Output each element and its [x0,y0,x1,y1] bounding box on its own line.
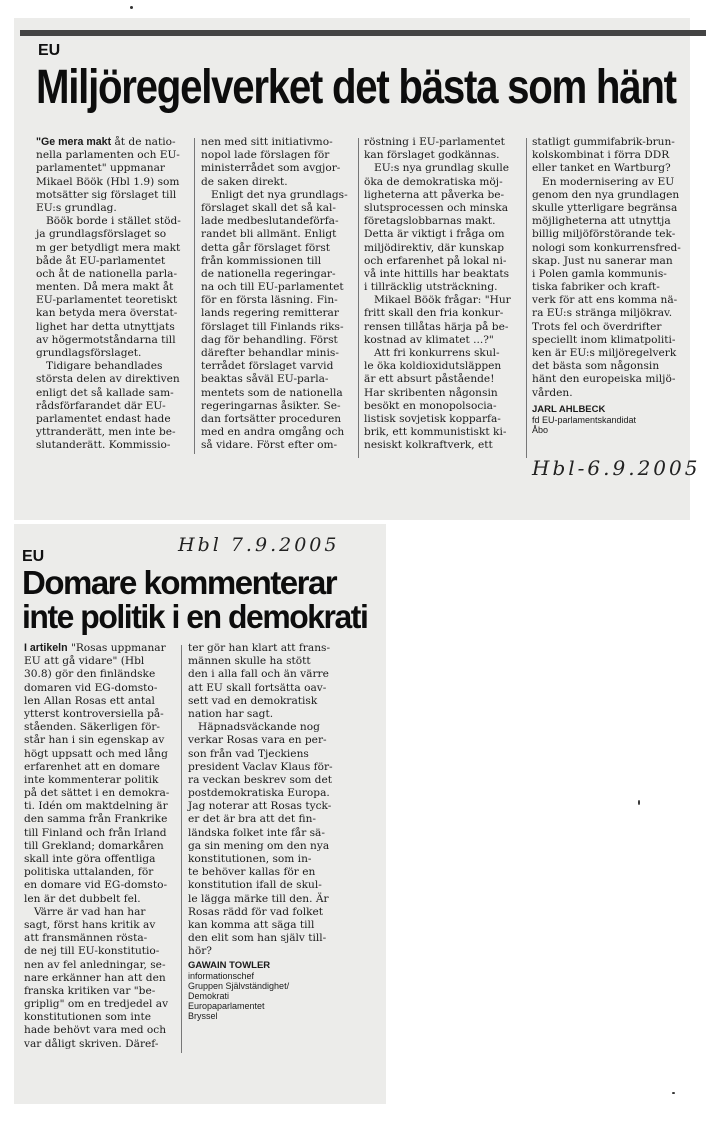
text-line: är ett absurt påstående! [364,373,495,386]
text-line: från kommissionen till [201,254,322,267]
text-line: var dåligt skriven. Däref- [24,1037,159,1050]
text-line: kan förslaget godkännas. [364,149,500,162]
text-line: kostnad av klimatet ...?" [364,333,494,346]
text-line: ligheterna att påverka be- [364,188,505,201]
text-line: en domare vid EG-domsto- [24,879,168,892]
text-line: president Vaclav Klaus för- [188,760,333,773]
text-line: i tillräcklig utsträckning. [364,281,498,294]
text-line: möjligheterna att utnyttja [532,215,671,228]
text-line: röstning i EU-parlamentet [364,136,505,148]
text-line: En modernisering av EU [542,175,675,188]
text-line: regeringarnas åsikter. Se- [201,399,341,412]
text-line: len är det dubbelt fel. [24,892,141,905]
text-line: av högermotståndarna till [36,333,176,346]
article-column-3 [364,136,511,453]
text-line: Detta är viktigt i fråga om [364,228,505,241]
text-line: skall inte göra offentliga [24,853,156,865]
article-column-4 [532,136,681,400]
text-line: er det är bra att det fin- [188,813,316,826]
text-line: nologi som konkurrensfred- [532,241,681,254]
text-line: konstitution ifall de skul- [188,879,322,892]
text-line: rådsförfarandet där EU- [36,399,166,412]
text-line: motsätter sig förslaget till [36,188,177,201]
author-institution: Europaparlamentet [188,1001,265,1011]
text-line: största delen av direktiven [36,373,180,386]
text-line: Värre är vad han har [34,905,146,918]
text-line: ländska folket inte får sä- [188,826,325,839]
text-line: därefter behandlar minis- [201,347,339,359]
text-line: att fransmännen rösta- [24,932,148,945]
text-line: vå inte hittills har beaktats [364,267,510,280]
text-line: företagslobbarnas makt. [364,215,496,228]
section-label: EU [38,42,61,59]
text-line: Enligt det nya grundlags- [211,188,348,201]
text-line: griplig" om en tredjedel av [24,998,169,1011]
text-line: Tidigare behandlades [46,360,163,373]
text-line: EU:s nya grundlag skulle [374,162,509,175]
text-line: den i alla fall och än värre [188,668,329,681]
text-line: på det sättet i en demokra- [24,787,170,800]
text-line: rensen tillåtas härja på be- [364,320,509,333]
text-line: Jag noterar att Rosas tyck- [188,800,332,813]
text-line: dag för behandling. Först [201,333,338,346]
text-line: öka de demokratiska möj- [364,175,503,188]
author-location: Åbo [532,425,549,435]
text-line: sett vad en demokratisk [188,694,318,707]
author-title: informationschef [188,971,255,981]
text-line: nare erkänner han att den [24,971,166,984]
text-line: ra EU:s stränga miljökrav. [532,307,673,320]
author-org-cont: Demokrati [188,991,230,1001]
text-line: kan komma att säga till [188,918,315,931]
text-line: domaren vid EG-domsto- [24,681,158,694]
text-line: högt uppsatt och med lång [24,747,168,760]
text-line: grundlagsförslaget. [36,347,142,359]
text-line: "Ge mera makt åt de natio- [36,136,176,148]
text-line: ministerrådet som avgjor- [201,162,341,175]
text-line: Rosas rädd för vad folket [188,905,324,918]
text-line: besökt en monopolsocia- [364,399,497,412]
scan-speck [130,6,133,9]
text-line: till Grekland; domarkåren [24,839,164,852]
text-line: hade behövt vara med och [24,1024,167,1037]
text-line: och åt de nationella parla- [36,267,178,280]
text-line: Trots fel och överdrifter [532,320,662,333]
text-line: eller tanket en Wartburg? [532,162,671,175]
text-line: sagt, först hans kritik av [24,918,156,931]
text-line: skap. Just nu sanerar man [532,254,673,267]
text-line: randet bli allmänt. Enligt [201,228,337,241]
text-line: beaktas såväl EU-parla- [201,373,329,386]
text-line: lands regering remitterar [201,307,339,320]
text-line: lighet har detta utnyttjats [36,320,175,333]
text-line: lade medbeslutandeförfa- [201,215,339,228]
text-line: och erfarenhet på lokal ni- [364,254,507,267]
author-signature [188,960,289,1021]
text-line: ståenden. Säkerligen för- [24,721,160,734]
article-column-2 [201,136,348,453]
text-line: politiska uttalanden, för [24,866,154,879]
column-divider [181,645,182,1053]
text-line: te behöver kallas för en [188,866,316,879]
text-line: speciellt inom klimatpoliti- [532,333,676,346]
text-line: son från vad Tjeckiens [188,747,309,760]
article-column-1 [24,642,169,1051]
text-line: nesiskt kolkraftverk, ett [364,439,493,452]
text-line: inte kommenterar politik [24,773,159,786]
text-line: verk för att ens komma nä- [532,294,678,307]
text-line: förslaget skall det så kal- [201,201,336,214]
text-line: kan betyda mera överstat- [36,307,178,320]
text-line: detta går förslaget först [201,241,331,254]
author-name: GAWAIN TOWLER [188,960,271,971]
author-location: Bryssel [188,1011,218,1021]
text-line: slutsprocessen och minska [364,201,509,214]
text-line: franska kritiken var "be- [24,984,156,997]
text-line: miljödirektiv, där kunskap [364,241,505,254]
text-line: den elit som han själv till- [188,932,327,945]
text-line: så vidare. Först efter om- [201,439,338,452]
text-line: ytterst kontroversiella på- [24,707,164,720]
text-line: EU-parlamentet teoretiskt [36,294,178,307]
handwritten-date: Hbl-6.9.2005 [532,456,701,480]
article-column-2 [188,642,333,959]
text-line: förslaget till Finlands riks- [201,320,344,333]
text-line: ken är EU:s miljöregelverk [532,347,677,359]
text-line: enligt det så kallade sam- [36,386,174,399]
text-line: tiska fabriker och kraft- [532,281,660,294]
text-line: brik, ett kommunistiskt ki- [364,426,507,439]
headline: Miljöregelverket det bästa som hänt [36,61,676,114]
text-line: genom den nya grundlagen [532,188,680,201]
text-line: parlamentet endast hade [36,412,171,425]
text-line: ga sin mening om den nya [188,839,330,852]
text-line: nen med sitt initiativmo- [201,136,333,148]
text-line: verkar Rosas vara en per- [188,734,327,747]
author-signature [532,404,636,435]
text-line: 30.8) gör den finländske [24,668,156,681]
text-line: konstitutionen som inte [24,1011,152,1024]
handwritten-date: Hbl 7.9.2005 [178,534,340,556]
column-divider [194,138,195,454]
column-divider [526,138,527,458]
text-line: nopol lade förslagen för [201,149,330,162]
author-org: Gruppen Självständighet/ [188,981,290,991]
scan-speck [638,800,640,805]
headline-line-2: inte politik i en demokrati [22,598,368,635]
section-label: EU [22,548,45,565]
text-line: listisk sovjetisk kopparfa- [364,412,501,425]
text-line: le öka koldioxidutsläppen [364,360,502,373]
text-line: Häpnadsväckande nog [198,721,320,734]
author-name: JARL AHLBECK [532,404,606,415]
column-divider [358,138,359,458]
text-line: ja grundlagsförslaget so [36,228,167,241]
text-line: dan fortsätter proceduren [201,412,342,425]
text-line: postdemokratiska Europa. [188,787,330,800]
text-line: yttranderätt, men inte be- [36,426,176,439]
text-line: det bästa som någonsin [532,360,660,373]
text-line: männen skulle ha stött [188,655,311,668]
scan-speck [672,1092,675,1094]
text-line: statligt gummifabrik-brun- [532,136,675,148]
text-line: slutanderätt. Kommissio- [36,439,171,452]
text-line: m ger betydligt mera makt [36,241,181,254]
text-line: erfarenhet att en domare [24,760,160,773]
text-line: att EU skall fortsätta oav- [188,681,327,694]
text-line: Att fri konkurrens skul- [374,347,500,359]
text-line: för en första läsning. Fin- [201,294,338,307]
top-rule [20,30,706,36]
text-line: nen av fel anledningar, se- [24,958,166,971]
text-line: terrådet förslaget varvid [201,360,334,373]
text-line: Har skribenten någonsin [364,386,498,399]
text-line: len Allan Rosas ett antal [24,694,155,707]
text-line: de nej till EU-konstitutio- [24,945,160,958]
text-line: billig miljöförstörande tek- [532,228,676,241]
text-line: EU att gå vidare" (Hbl [24,655,145,668]
article-column-1 [36,136,181,453]
text-line: står han i sin egenskap av [24,734,165,747]
text-line: fritt skall den fria konkur- [364,307,504,320]
text-line: Mikael Böök frågar: "Hur [374,294,511,307]
text-line: både åt EU-parlamentet [36,254,166,267]
text-line: i Polen gamla kommunis- [532,267,667,280]
text-line: Böök borde i stället stöd- [46,215,181,228]
text-line: vården. [532,386,573,399]
text-line: parlamentet" uppmanar [36,162,165,175]
text-line: de nationella regeringar- [201,267,336,280]
text-line: Mikael Böök (Hbl 1.9) som [36,175,180,188]
text-line: mentets som de nationella [201,386,343,399]
text-line: hör? [188,945,212,958]
text-line: I artikeln "Rosas uppmanar [24,642,166,654]
text-line: skulle ytterligare begränsa [532,201,678,214]
text-line: ra veckan beskrev som det [188,773,332,786]
text-line: till Finland och från Irland [24,826,167,839]
text-line: med en andra omgång och [201,426,345,439]
text-line: EU:s grundlag. [36,201,117,214]
text-line: konstitutionen, som in- [188,853,312,865]
text-line: na och till EU-parlamentet [201,281,344,294]
text-line: ter gör han klart att frans- [188,642,331,654]
author-title: fd EU-parlamentskandidat [532,415,637,425]
text-line: den samma från Frankrike [24,813,168,826]
text-line: le lägga märke till den. Är [188,892,329,905]
text-line: nation har sagt. [188,707,274,720]
text-line: de saken direkt. [201,175,288,188]
text-line: kolskombinat i förra DDR [532,149,670,162]
text-line: hänt den europeiska miljö- [532,373,676,386]
text-line: ti. Idén om maktdelning är [24,800,168,813]
text-line: nella parlamenten och EU- [36,149,180,162]
text-line: menten. Då mera makt åt [36,281,174,294]
headline-line-1: Domare kommenterar [22,564,337,601]
